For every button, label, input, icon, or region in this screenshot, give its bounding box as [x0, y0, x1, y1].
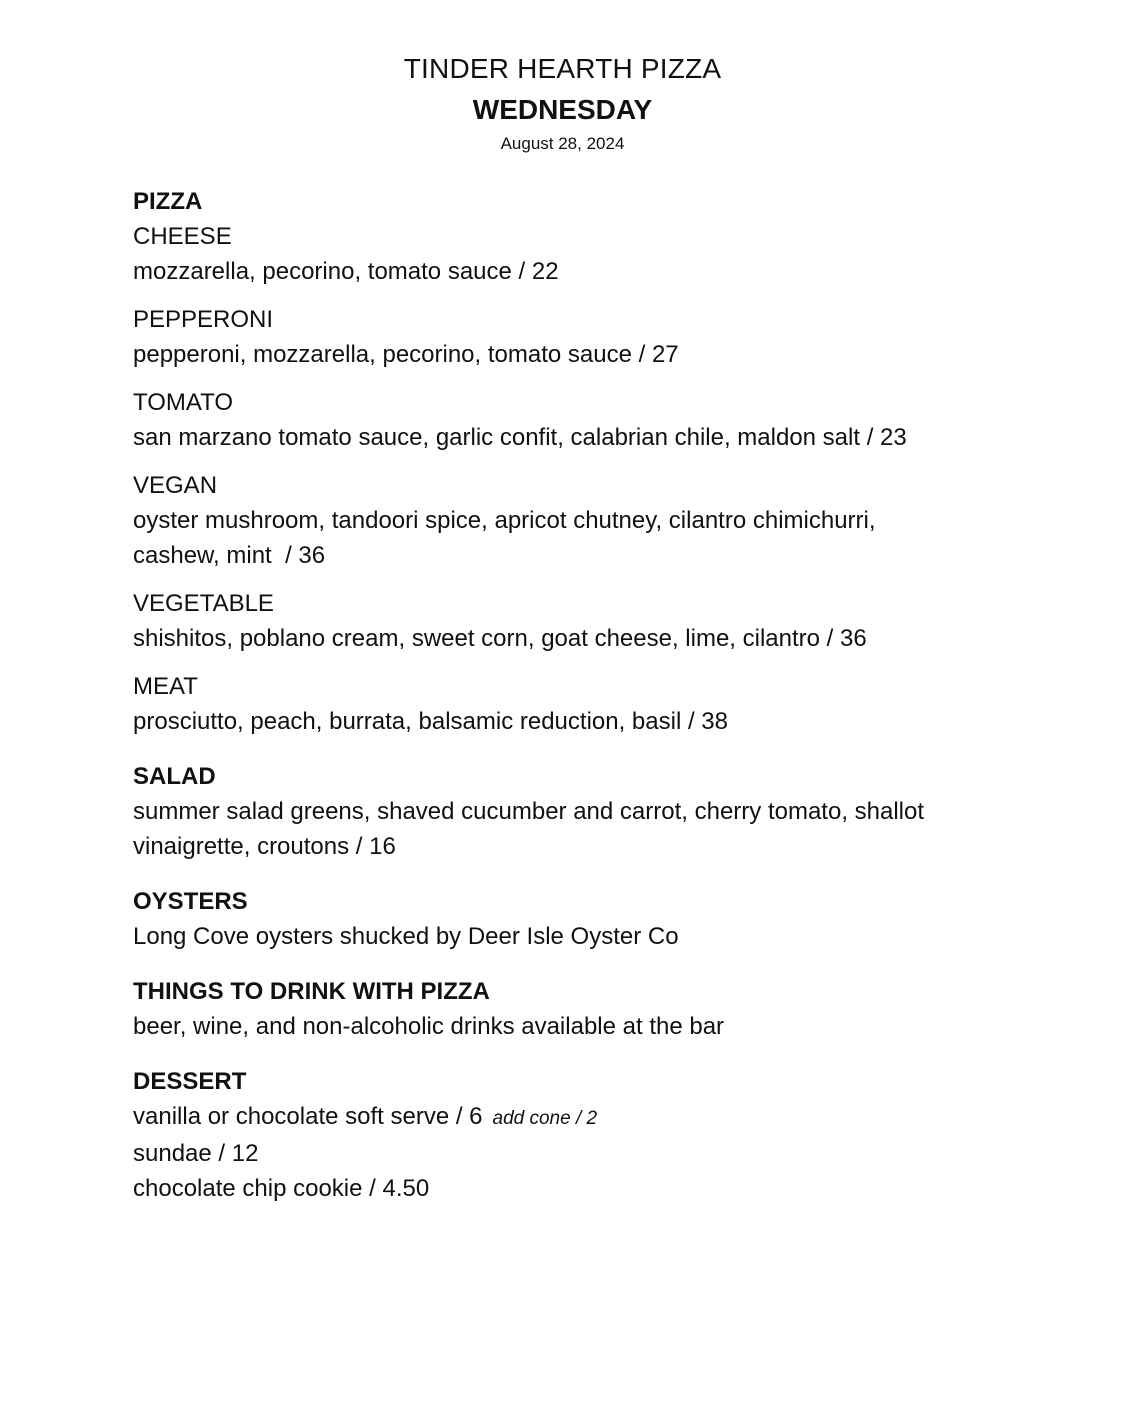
oysters-description: Long Cove oysters shucked by Deer Isle Oyster Co	[133, 923, 679, 950]
section-title-oysters: OYSTERS	[133, 888, 248, 915]
add-cone-note: add cone / 2	[492, 1108, 598, 1129]
menu-item-vegan	[133, 468, 1013, 573]
item-description: mozzarella, pecorino, tomato sauce / 22	[133, 258, 559, 285]
item-name: MEAT	[133, 673, 198, 700]
soft-serve-label: vanilla or chocolate soft serve / 6	[133, 1103, 483, 1130]
section-salad	[133, 759, 1013, 864]
dessert-soft-serve	[133, 1099, 1013, 1136]
item-name: TOMATO	[133, 389, 234, 416]
section-title-dessert: DESSERT	[133, 1068, 247, 1095]
menu-header	[0, 50, 1125, 156]
section-title-salad: SALAD	[133, 763, 216, 790]
item-name: CHEESE	[133, 223, 232, 250]
item-description-line: oyster mushroom, tandoori spice, apricot chutney, cilantro chimichurri,	[133, 507, 876, 534]
section-title-drinks: THINGS TO DRINK WITH PIZZA	[133, 978, 490, 1005]
section-drinks	[133, 974, 1013, 1044]
item-description-line: cashew, mint / 36	[133, 542, 326, 569]
menu-date: August 28, 2024	[500, 134, 625, 153]
item-name: VEGETABLE	[133, 590, 274, 617]
menu-body	[133, 184, 1013, 1206]
dessert-sundae: sundae / 12	[133, 1140, 259, 1167]
item-name: PEPPERONI	[133, 306, 274, 333]
drinks-description: beer, wine, and non-alcoholic drinks available at the bar	[133, 1013, 725, 1040]
salad-description-line: summer salad greens, shaved cucumber and carrot, cherry tomato, shallot	[133, 798, 925, 825]
item-description: san marzano tomato sauce, garlic confit, calabrian chile, maldon salt / 23	[133, 424, 907, 451]
menu-item-tomato	[133, 385, 1013, 455]
item-name: VEGAN	[133, 472, 218, 499]
menu-item-vegetable	[133, 586, 1013, 656]
salad-description-line: vinaigrette, croutons / 16	[133, 833, 396, 860]
section-dessert	[133, 1064, 1013, 1206]
item-description: pepperoni, mozzarella, pecorino, tomato sauce / 27	[133, 341, 679, 368]
section-title-pizza: PIZZA	[133, 188, 203, 215]
item-description: prosciutto, peach, burrata, balsamic reduction, basil / 38	[133, 708, 728, 735]
restaurant-name: TINDER HEARTH PIZZA	[403, 53, 722, 84]
menu-item-cheese	[133, 219, 1013, 289]
menu-day: WEDNESDAY	[472, 94, 653, 125]
menu-item-meat	[133, 669, 1013, 739]
section-pizza	[133, 184, 1013, 739]
dessert-cookie: chocolate chip cookie / 4.50	[133, 1175, 430, 1202]
item-description: shishitos, poblano cream, sweet corn, goat cheese, lime, cilantro / 36	[133, 625, 867, 652]
menu-item-pepperoni	[133, 302, 1013, 372]
section-oysters	[133, 884, 1013, 954]
